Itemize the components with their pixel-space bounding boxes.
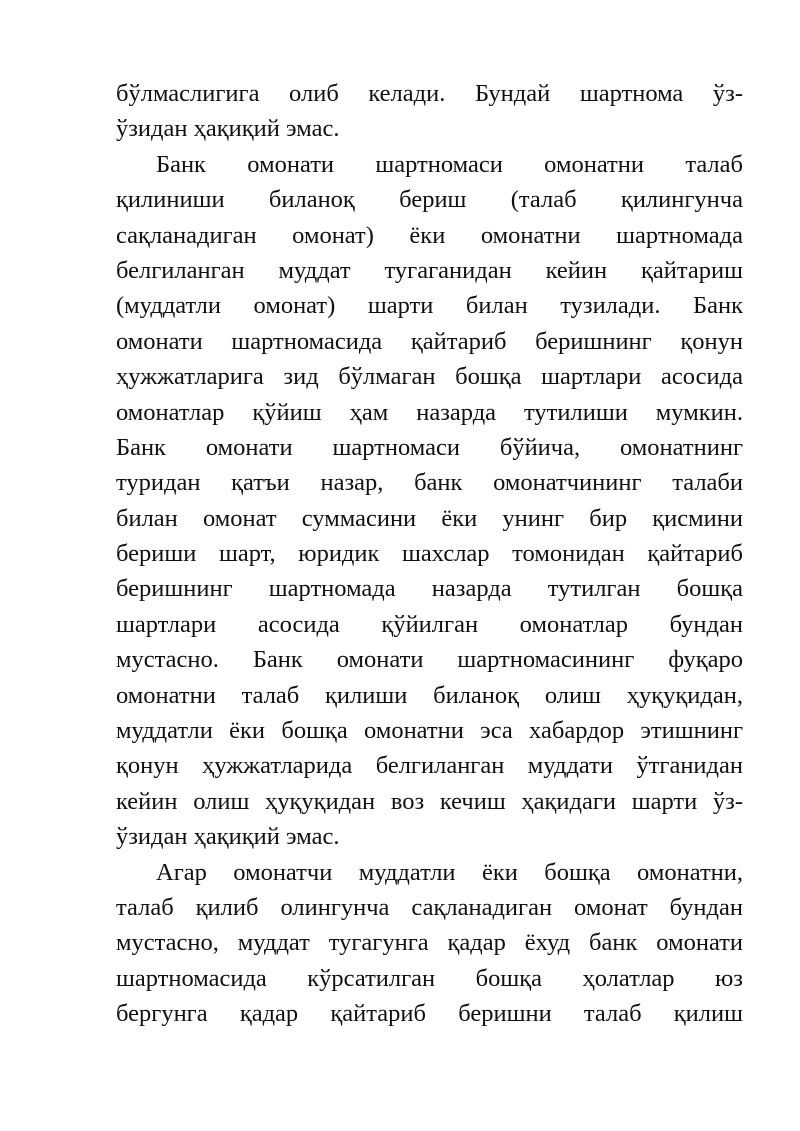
text-line: бўлмаслигига олиб келади. Бундай шартнома ўз- <box>116 80 743 107</box>
text-line: белгиланган муддат тугаганидан кейин қайтариш <box>116 256 743 284</box>
text-line: талаб қилиб олингунча сақланадиган омонат бундан <box>116 893 743 921</box>
text-line: қонун ҳужжатларида белгиланган муддати ўтганидан <box>116 752 743 780</box>
text-line: кейин олиш ҳуқуқидан воз кечиш ҳақидаги шарти ўз- <box>116 787 743 815</box>
text-line: муддатли ёки бошқа омонатни эса хабардор этишнинг <box>116 717 743 745</box>
text-line: мустасно. Банк омонати шартномасининг фуқаро <box>116 646 743 674</box>
text-line: (муддатли омонат) шарти билан тузилади. Банк <box>116 292 743 320</box>
text-line: қилиниши биланоқ бериш (талаб қилингунча <box>116 186 743 214</box>
document-page <box>116 76 743 1032</box>
text-line: ҳужжатларига зид бўлмаган бошқа шартлари асосида <box>116 363 743 391</box>
text-line: беришнинг шартномада назарда тутилган бошқа <box>116 575 743 603</box>
paragraph-3 <box>116 855 743 1032</box>
text-line: Банк омонати шартномаси бўйича, омонатнинг <box>116 433 743 461</box>
text-line: бериши шарт, юридик шахслар томонидан қайтариб <box>116 540 743 568</box>
text-line: сақланадиган омонат) ёки омонатни шартномада <box>116 221 743 249</box>
paragraph-1 <box>116 76 743 147</box>
text-line: омонати шартномасида қайтариб беришнинг қонун <box>116 327 743 355</box>
text-line: ўзидан ҳақиқий эмас. <box>116 115 340 143</box>
text-line: билан омонат суммасини ёки унинг бир қисмини <box>116 504 743 532</box>
text-line: мустасно, муддат тугагунга қадар ёхуд банк омонати <box>116 929 743 957</box>
text-line: ўзидан ҳақиқий эмас. <box>116 823 340 851</box>
text-line: Агар омонатчи муддатли ёки бошқа омонатни, <box>156 858 743 886</box>
text-line: туридан қатъи назар, банк омонатчининг талаби <box>116 469 743 497</box>
text-line: Банк омонати шартномаси омонатни талаб <box>156 150 743 178</box>
text-line: омонатлар қўйиш ҳам назарда тутилиши мумкин. <box>116 398 743 426</box>
text-line: шартлари асосида қўйилган омонатлар бундан <box>116 610 743 638</box>
text-line: шартномасида кўрсатилган бошқа ҳолатлар юз <box>116 964 743 992</box>
text-line: бергунга қадар қайтариб беришни талаб қилиш <box>116 1000 743 1028</box>
paragraph-2 <box>116 147 743 855</box>
text-line: омонатни талаб қилиши биланоқ олиш ҳуқуқидан, <box>116 681 743 709</box>
